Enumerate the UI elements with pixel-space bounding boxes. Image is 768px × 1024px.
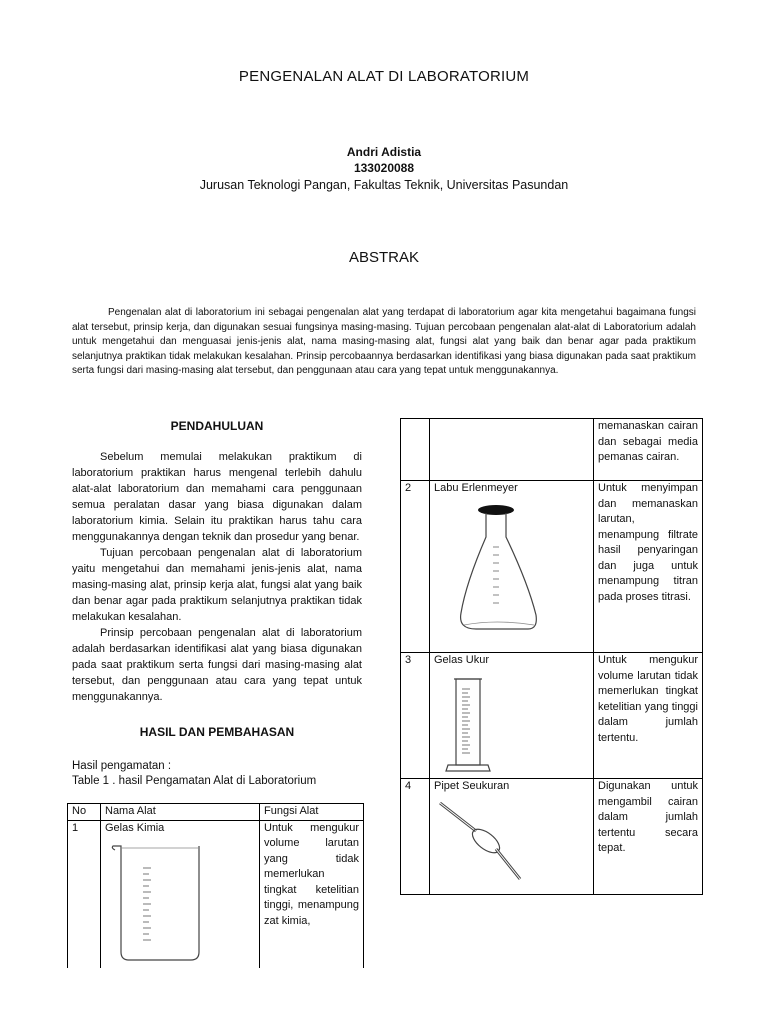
row-name: Gelas Kimia [105, 821, 165, 834]
row-function: Untuk mengukur volume larutan tidak memerlukan tingkat ketelitian yang tinggi dalam jumlah tertentu. [594, 653, 703, 779]
table-row [401, 779, 703, 895]
table-caption: Table 1 . hasil Pengamatan Alat di Laboratorium [72, 775, 317, 787]
measuring-cylinder-icon [440, 675, 520, 775]
pendahuluan-body [72, 449, 362, 705]
row-function: Untuk menyimpan dan memanaskan larutan, menampung filtrate hasil penyaringan dan juga untuk menampung titran pada proses titrasi. [594, 481, 703, 653]
pendahuluan-paragraph-3: Prinsip percobaan pengenalan alat di laboratorium adalah berdasarkan identifikasi alat yang biasa digunakan pada saat praktikum serta fungsi dari masing-masing alat tersebut, dan penggunaan atau cara yang tepat untuk menggunakannya. [72, 627, 362, 703]
table-row [401, 419, 703, 481]
pendahuluan-heading: PENDAHULUAN [170, 419, 264, 433]
row-name: Gelas Ukur [434, 654, 490, 666]
table-row [401, 653, 703, 779]
row-no: 1 [68, 820, 101, 968]
table-header-row [68, 804, 364, 821]
row-name-cell [101, 820, 260, 968]
row-name: Labu Erlenmeyer [434, 482, 518, 494]
pendahuluan-paragraph-2: Tujuan percobaan pengenalan alat di laboratorium yaitu mengetahui dan memahami jenis-jenis alat, nama masing-masing alat, prinsip kerja alat, fungsi alat yang baik dan benar agar pada praktikum selanjutnya praktikan tidak melakukan kesalahan. [72, 547, 362, 623]
hasil-heading: HASIL DAN PEMBAHASAN [139, 725, 295, 739]
row-name-cell [430, 481, 594, 653]
row-function: memanaskan cairan dan sebagai media pemanas cairan. [594, 419, 703, 481]
row-name-cell [430, 653, 594, 779]
table-row [401, 481, 703, 653]
header-nama-alat: Nama Alat [101, 804, 260, 821]
pendahuluan-paragraph-1: Sebelum memulai melakukan praktikum di laboratorium praktikan harus mengenal terlebih dahulu alat-alat laboratorium dan memahami cara penggunaan semua peralatan dasar yang biasa digunakan dalam laboratorium kimia. Selain itu praktikan harus tahu cara menggunakannya dengan teknik dan prosedur yang benar. [72, 451, 362, 543]
row-no: 3 [401, 653, 430, 779]
abstract-text: Pengenalan alat di laboratorium ini sebagai pengenalan alat yang terdapat di laboratorium agar kita mengetahui bagaimana fungsi alat tersebut, prinsip kerja, dan digunakan sesuai fungsinya masing-masing. Tujuan percobaan pengenalan alat-alat di Laboratorium adalah untuk mengetahui dan menguasai jenis-jenis alat, nama masing-masing alat, fungsi alat yang baik dan benar agar pada praktikum selanjutnya praktikan tidak melakukan kesalahan. Prinsip percobaannya berdasarkan identifikasi yang biasa digunakan pada saat praktikum serta fungsi dari masing-masing alat tersebut, dan penggunaan atau cara yang tepat untuk menggunakannya. [72, 307, 696, 376]
abstract-heading: ABSTRAK [348, 249, 420, 266]
results-table-part-1 [67, 803, 364, 968]
header-no: No [68, 804, 101, 821]
author-affiliation: Jurusan Teknologi Pangan, Fakultas Teknik, Universitas Pasundan [199, 178, 569, 192]
erlenmeyer-flask-icon [456, 503, 556, 637]
table-row [68, 820, 364, 968]
author-id: 133020088 [353, 161, 415, 175]
results-table-part-2 [400, 418, 703, 895]
volumetric-pipette-icon [436, 797, 546, 887]
row-name-cell [430, 779, 594, 895]
row-no [401, 419, 430, 481]
row-no: 2 [401, 481, 430, 653]
header-fungsi-alat: Fungsi Alat [260, 804, 364, 821]
row-name [430, 419, 594, 481]
beaker-icon [109, 840, 209, 964]
hasil-label: Hasil pengamatan : [72, 760, 172, 772]
row-name: Pipet Seukuran [434, 780, 510, 792]
paper-title: PENGENALAN ALAT DI LABORATORIUM [238, 68, 530, 85]
row-no: 4 [401, 779, 430, 895]
row-function: Digunakan untuk mengambil cairan dalam jumlah tertentu secara tepat. [594, 779, 703, 895]
author-name: Andri Adistia [346, 145, 422, 159]
row-function: Untuk mengukur volume larutan yang tidak memerlukan tingkat ketelitian tinggi, menampung zat kimia, [260, 820, 364, 968]
